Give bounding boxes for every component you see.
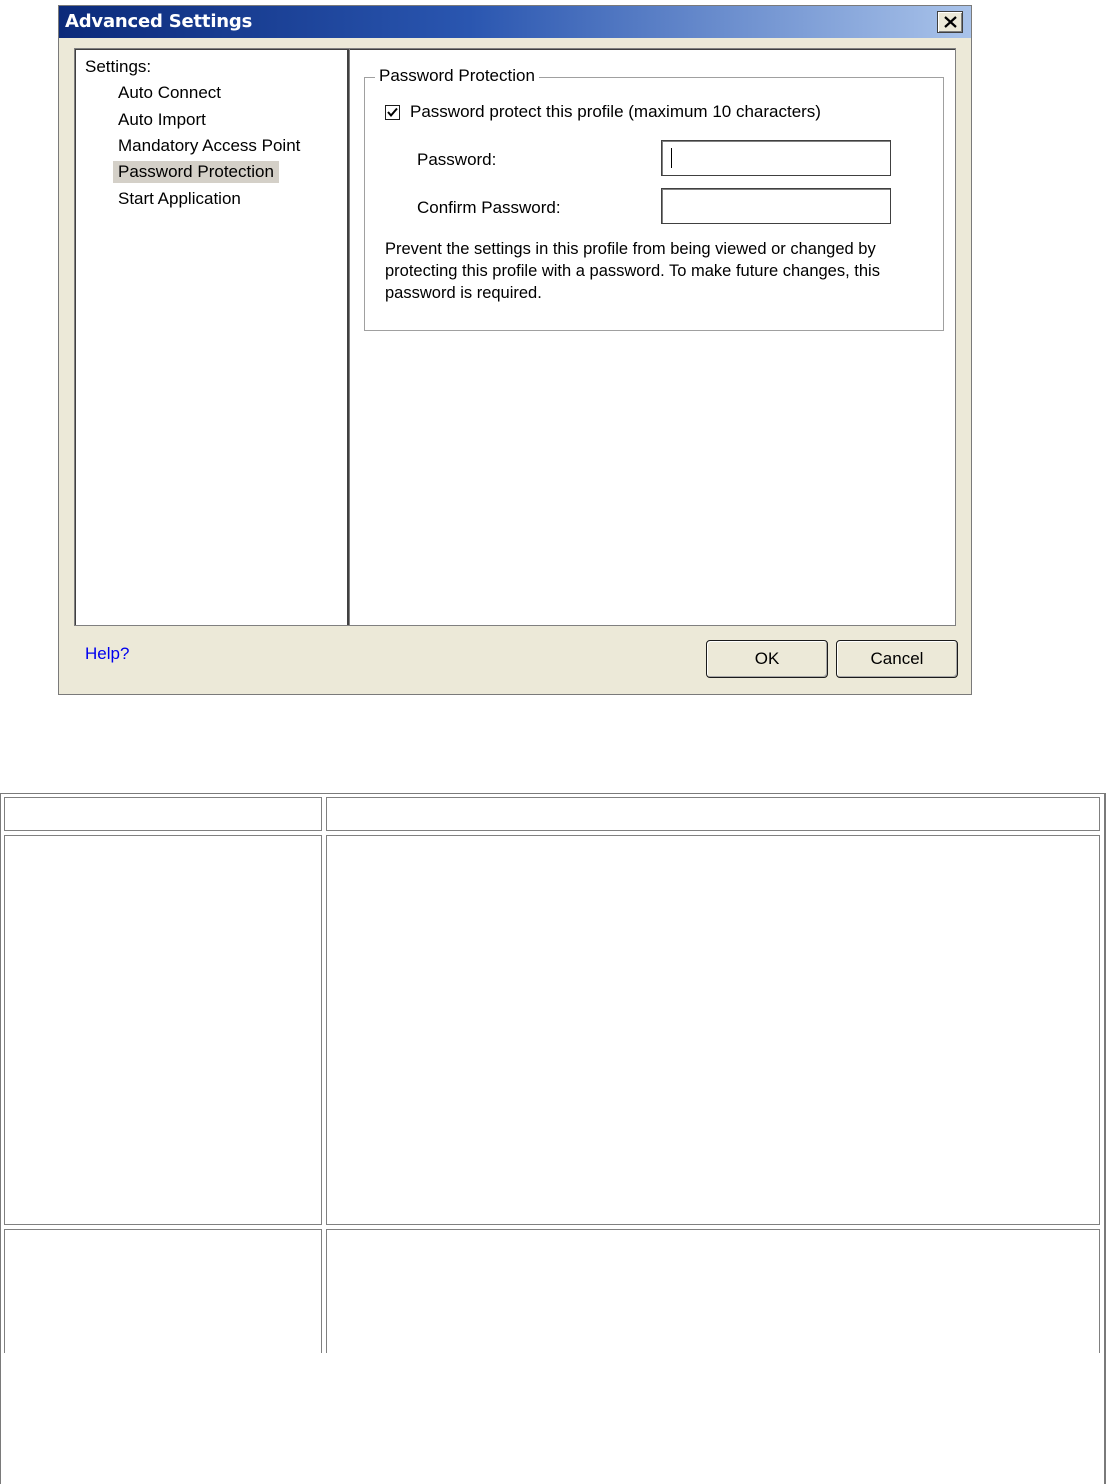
- help-link[interactable]: Help?: [85, 644, 130, 663]
- checkmark-icon: [387, 107, 398, 118]
- table-cell: [4, 1229, 322, 1353]
- tree-item-mandatory-access-point[interactable]: Mandatory Access Point: [118, 136, 301, 155]
- table-border-right: [1104, 793, 1106, 1484]
- tree-item-auto-import[interactable]: Auto Import: [118, 110, 206, 129]
- ok-button[interactable]: OK: [706, 640, 828, 678]
- cancel-button[interactable]: Cancel: [836, 640, 958, 678]
- table-cell: [326, 1229, 1100, 1353]
- password-protect-checkbox-row[interactable]: [385, 102, 821, 122]
- pane-splitter[interactable]: [347, 49, 349, 625]
- settings-tree: [77, 51, 347, 623]
- confirm-password-field[interactable]: [661, 188, 891, 224]
- tree-item-password-protection[interactable]: Password Protection: [113, 161, 279, 183]
- table-border-left: [0, 793, 1, 1484]
- content-frame: [74, 48, 956, 626]
- tree-root-label: Settings:: [85, 57, 152, 76]
- table-header-cell: [326, 797, 1100, 831]
- password-description: Prevent the settings in this profile from being viewed or changed by protecting this profile with a password. To make future changes, this password is required.: [385, 240, 880, 302]
- title-bar[interactable]: [59, 6, 971, 38]
- advanced-settings-dialog: [58, 5, 972, 695]
- close-icon: [944, 16, 957, 28]
- table-border-top: [0, 793, 1106, 794]
- text-caret: [671, 148, 672, 168]
- info-table: [0, 793, 1108, 1484]
- password-field[interactable]: [661, 140, 891, 176]
- tree-item-auto-connect[interactable]: Auto Connect: [118, 83, 222, 102]
- table-cell: [4, 835, 322, 1225]
- table-header-cell: [4, 797, 322, 831]
- password-protect-label: Password protect this profile (maximum 10 characters): [410, 102, 821, 121]
- table-cell: [326, 835, 1100, 1225]
- tree-item-start-application[interactable]: Start Application: [118, 189, 241, 208]
- password-label: Password:: [417, 150, 497, 169]
- close-button[interactable]: [937, 11, 963, 33]
- password-protection-group: [364, 66, 944, 331]
- password-protect-checkbox[interactable]: [385, 105, 400, 120]
- confirm-password-label: Confirm Password:: [417, 198, 561, 217]
- dialog-title: Advanced Settings: [65, 11, 253, 32]
- group-legend: Password Protection: [375, 66, 539, 86]
- settings-panel: [350, 51, 954, 623]
